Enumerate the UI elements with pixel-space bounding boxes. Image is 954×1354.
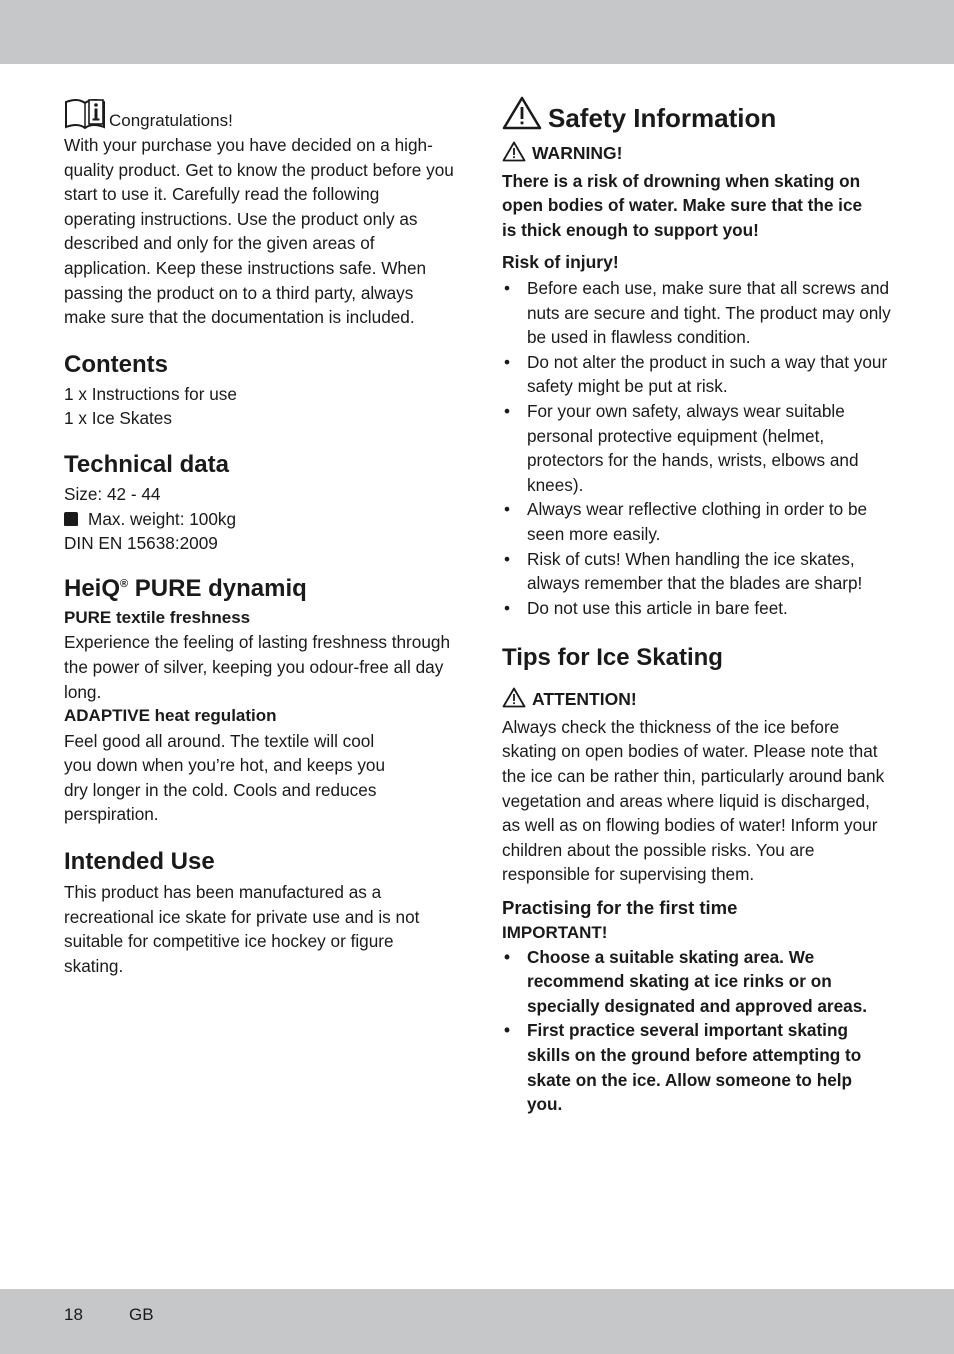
- practising-list: [502, 945, 872, 1117]
- contents-item: 1 x Ice Skates: [64, 408, 172, 429]
- intro-paragraph: With your purchase you have decided on a high-quality product. Get to know the product before you start to use it. Carefully read the following operating instructions. Use the product only as described and only for the given areas of application. Keep these instructions safe. When passing the product on to a third party, always make sure that the documentation is included.: [64, 135, 454, 328]
- language-code: GB: [129, 1305, 154, 1324]
- injury-list: [502, 276, 892, 620]
- heiq-text-heat: Feel good all around. The textile will cool you down when you’re hot, and keeps you dry longer in the cold. Cools and reduces perspiration.: [64, 730, 386, 825]
- intro-line: [64, 96, 454, 130]
- technical-list: [64, 482, 454, 556]
- list-item: • Do not use this article in bare feet.: [502, 596, 892, 621]
- heiq-text-freshness: Experience the feeling of lasting freshness through the power of silver, keeping you odour-free all day long.: [64, 632, 451, 702]
- safety-heading: Safety Information: [502, 96, 902, 139]
- warning-triangle-icon: [502, 141, 526, 169]
- intro-greeting: Congratulations!: [109, 111, 233, 130]
- right-column: [502, 96, 902, 1117]
- list-item: • Do not alter the product in such a way that your safety might be put at risk.: [502, 350, 892, 399]
- weight-row: [64, 507, 454, 532]
- standard-value: DIN EN 15638:2009: [64, 533, 218, 554]
- info-book-icon: [64, 96, 106, 135]
- contents-heading: Contents: [64, 350, 168, 378]
- list-item: • Choose a suitable skating area. We recommend skating at ice rinks or on specially designated and approved areas.: [502, 945, 872, 1019]
- list-item: • Before each use, make sure that all screws and nuts are secure and tight. The product may only be used in flawless condition.: [502, 276, 892, 350]
- attention-label-row: ATTENTION!: [502, 687, 902, 715]
- warning-triangle-icon: [502, 687, 526, 715]
- heiq-sub-heat: ADAPTIVE heat regulation: [64, 706, 277, 726]
- page-number: 18: [64, 1305, 83, 1324]
- list-item: • First practice several important skating skills on the ground before attempting to skate on the ice. Allow someone to help you.: [502, 1018, 872, 1116]
- list-item: • Risk of cuts! When handling the ice skates, always remember that the blades are sharp!: [502, 547, 892, 596]
- warning-label-row: WARNING!: [502, 141, 902, 169]
- tips-heading: Tips for Ice Skating: [502, 644, 723, 672]
- list-item: • Always wear reflective clothing in order to be seen more easily.: [502, 497, 892, 546]
- weight-icon: [64, 512, 78, 526]
- list-item: • For your own safety, always wear suitable personal protective equipment (helmet, protectors for the hands, wrists, elbows and knees).: [502, 399, 892, 497]
- important-label: IMPORTANT!: [502, 922, 608, 942]
- warning-triangle-icon: [502, 96, 542, 139]
- size-value: Size: 42 - 44: [64, 483, 161, 504]
- technical-heading: Technical data: [64, 450, 229, 478]
- weight-value: Max. weight: 100kg: [88, 508, 237, 529]
- contents-item: 1 x Instructions for use: [64, 383, 237, 404]
- intended-use-text: This product has been manufactured as a recreational ice skate for private use and is not suitable for competitive ice hockey or figure skating.: [64, 882, 420, 976]
- intended-use-heading: Intended Use: [64, 848, 215, 876]
- left-column: [64, 96, 454, 978]
- attention-text: Always check the thickness of the ice before skating on open bodies of water. Please note that the ice can be rather thin, particularly around bank vegetation and areas where liquid is discharged, as well as on flowing bodies of water! Inform your children about the possible risks. You are responsible for supervising them.: [502, 716, 885, 885]
- heiq-sub-freshness: PURE textile freshness: [64, 607, 251, 627]
- injury-heading: Risk of injury!: [502, 252, 619, 273]
- contents-list: [64, 382, 454, 431]
- warning-text: There is a risk of drowning when skating on open bodies of water. Make sure that the ice is thick enough to support you!: [502, 170, 863, 240]
- practising-heading: Practising for the first time: [502, 897, 738, 919]
- heiq-heading: HeiQ® PURE dynamiq: [64, 574, 307, 602]
- header-band: [0, 0, 954, 64]
